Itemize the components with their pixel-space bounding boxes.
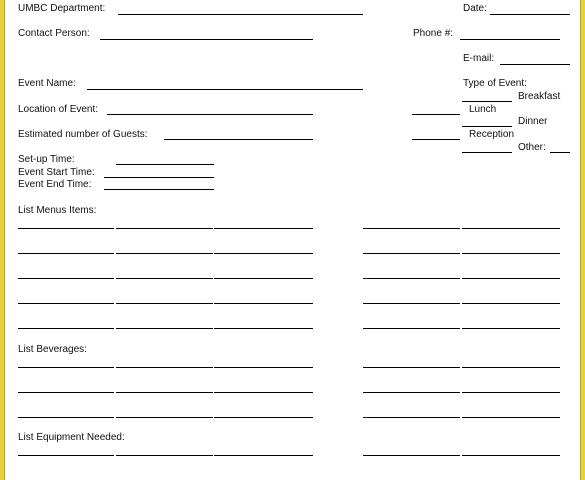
menu-item-line[interactable] [462, 228, 560, 229]
beverage-line[interactable] [116, 417, 213, 418]
menu-item-line[interactable] [462, 303, 560, 304]
end-time-label: Event End Time: [18, 179, 92, 190]
type-option-breakfast: Breakfast [518, 91, 561, 102]
menu-item-line[interactable] [363, 278, 460, 279]
equipment-line[interactable] [116, 455, 213, 456]
email-field[interactable] [500, 64, 570, 65]
menu-item-line[interactable] [116, 253, 213, 254]
breakfast-checkline[interactable] [462, 101, 512, 102]
type-option-lunch: Lunch [469, 104, 497, 115]
equipment-line[interactable] [363, 455, 460, 456]
menu-item-line[interactable] [116, 303, 213, 304]
start-time-label: Event Start Time: [18, 167, 95, 178]
menu-item-line[interactable] [18, 253, 114, 254]
beverage-line[interactable] [214, 417, 313, 418]
menus-label: List Menus Items: [18, 205, 97, 216]
menu-item-line[interactable] [214, 303, 313, 304]
location-label: Location of Event: [18, 104, 99, 115]
menu-item-line[interactable] [214, 228, 313, 229]
menu-item-line[interactable] [462, 253, 560, 254]
menu-item-line[interactable] [116, 328, 213, 329]
contact-label: Contact Person: [18, 28, 90, 39]
beverage-line[interactable] [116, 367, 213, 368]
department-field[interactable] [118, 14, 363, 15]
phone-field[interactable] [460, 39, 560, 40]
phone-label: Phone #: [413, 28, 454, 39]
beverage-line[interactable] [462, 417, 560, 418]
beverage-line[interactable] [18, 392, 114, 393]
equipment-label: List Equipment Needed: [18, 432, 125, 443]
beverage-line[interactable] [363, 417, 460, 418]
dinner-checkline[interactable] [462, 126, 512, 127]
beverage-line[interactable] [214, 367, 313, 368]
menu-item-line[interactable] [363, 228, 460, 229]
type-option-dinner: Dinner [518, 116, 548, 127]
guests-label: Estimated number of Guests: [18, 129, 148, 140]
beverage-line[interactable] [18, 417, 114, 418]
menu-item-line[interactable] [214, 328, 313, 329]
menu-item-line[interactable] [116, 228, 213, 229]
contact-field[interactable] [100, 39, 313, 40]
menu-item-line[interactable] [214, 278, 313, 279]
email-label: E-mail: [463, 53, 495, 64]
beverage-line[interactable] [214, 392, 313, 393]
setup-time-label: Set-up Time: [18, 154, 75, 165]
location-field[interactable] [107, 114, 313, 115]
right-border-inner [580, 0, 581, 480]
guests-field[interactable] [164, 139, 313, 140]
menu-item-line[interactable] [18, 303, 114, 304]
menu-item-line[interactable] [116, 278, 213, 279]
date-field[interactable] [490, 14, 570, 15]
type-option-other: Other: [518, 142, 546, 153]
department-label: UMBC Department: [18, 3, 106, 14]
beverage-line[interactable] [462, 367, 560, 368]
event-name-label: Event Name: [18, 78, 76, 89]
equipment-line[interactable] [18, 455, 114, 456]
equipment-line[interactable] [462, 455, 560, 456]
menu-item-line[interactable] [214, 253, 313, 254]
beverage-line[interactable] [363, 392, 460, 393]
equipment-line[interactable] [214, 455, 313, 456]
type-of-event-label: Type of Event: [463, 78, 527, 89]
reception-checkline[interactable] [412, 139, 460, 140]
lunch-checkline[interactable] [412, 114, 460, 115]
event-name-field[interactable] [87, 89, 363, 90]
start-time-field[interactable] [104, 177, 214, 178]
beverage-line[interactable] [363, 367, 460, 368]
type-option-reception: Reception [469, 129, 515, 140]
left-border-inner [4, 0, 5, 480]
date-label: Date: [463, 3, 487, 14]
other-checkline[interactable] [462, 152, 512, 153]
beverage-line[interactable] [18, 367, 114, 368]
menu-item-line[interactable] [18, 328, 114, 329]
beverage-line[interactable] [116, 392, 213, 393]
end-time-field[interactable] [104, 189, 214, 190]
beverage-line[interactable] [462, 392, 560, 393]
menu-item-line[interactable] [18, 278, 114, 279]
right-border [581, 0, 585, 480]
setup-time-field[interactable] [116, 164, 214, 165]
menu-item-line[interactable] [462, 278, 560, 279]
menu-item-line[interactable] [363, 253, 460, 254]
menu-item-line[interactable] [18, 228, 114, 229]
menu-item-line[interactable] [363, 303, 460, 304]
menu-item-line[interactable] [363, 328, 460, 329]
other-field[interactable] [550, 152, 570, 153]
beverages-label: List Beverages: [18, 344, 87, 355]
menu-item-line[interactable] [462, 328, 560, 329]
